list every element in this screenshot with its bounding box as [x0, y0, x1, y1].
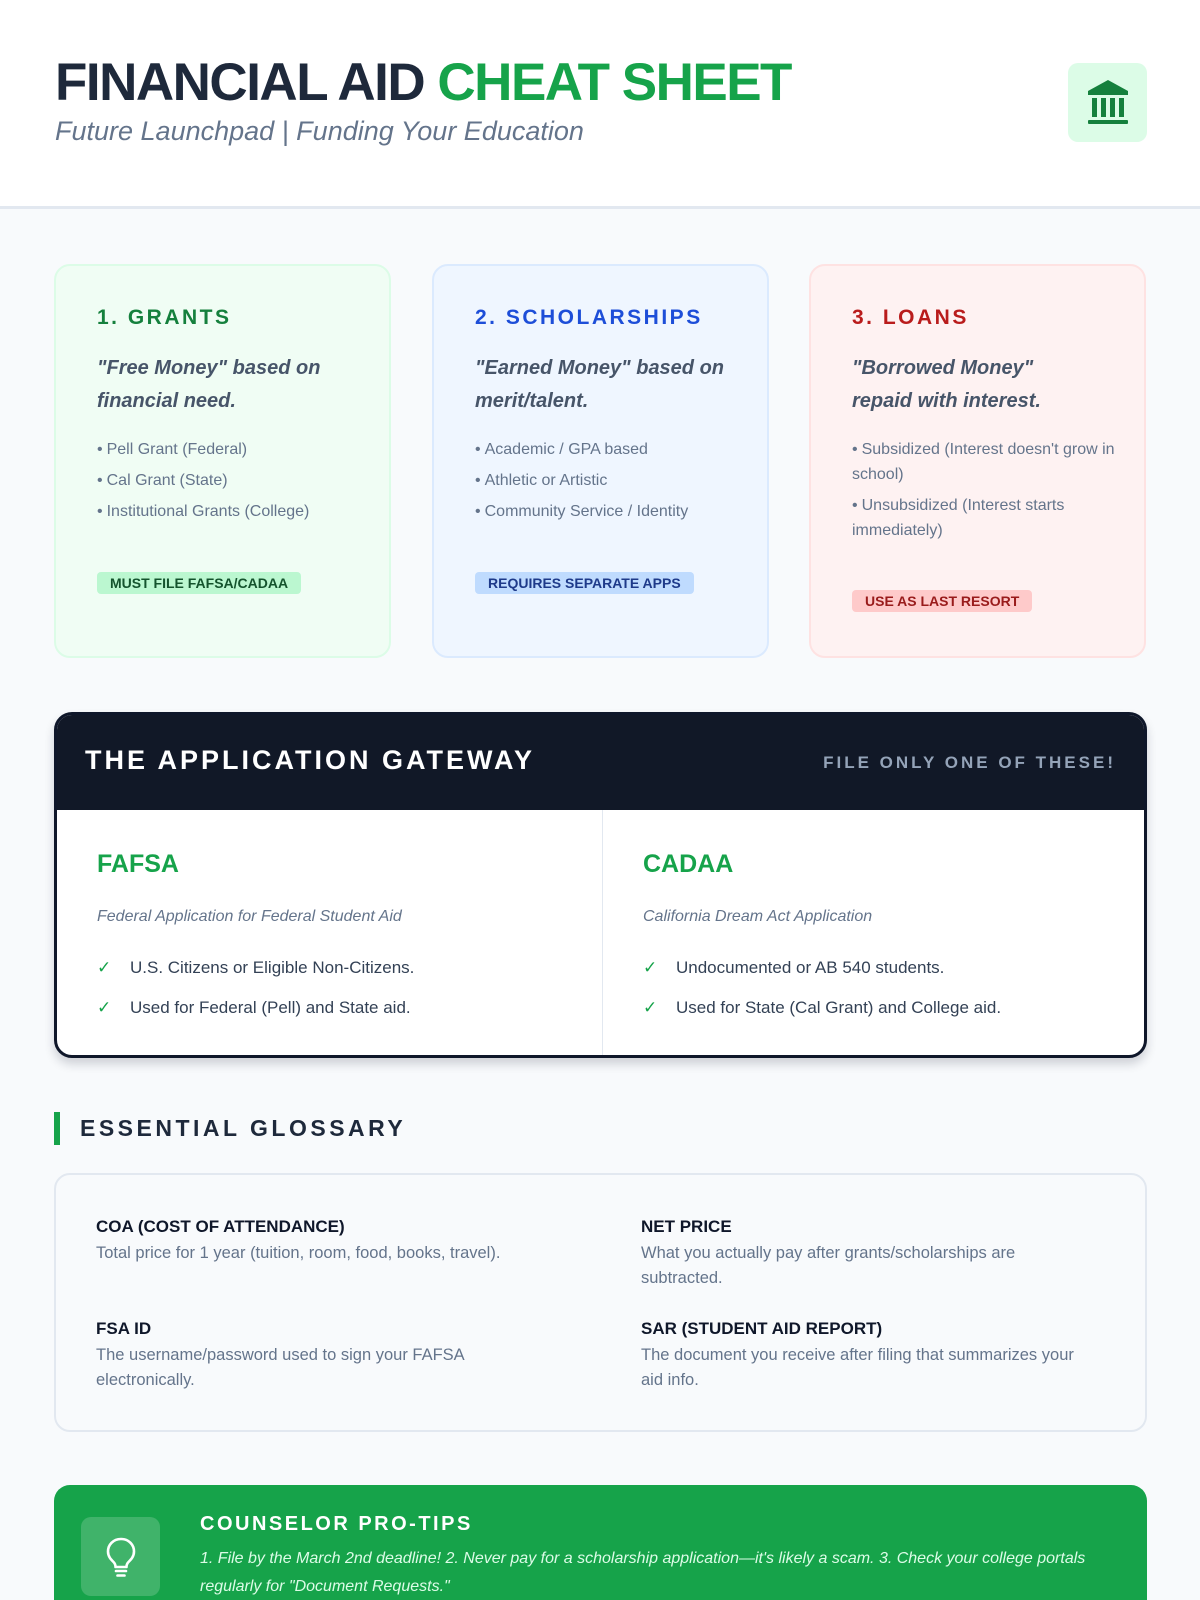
gateway-note: FILE ONLY ONE OF THESE!: [823, 753, 1116, 772]
list-item: ✓ U.S. Citizens or Eligible Non-Citizens.: [97, 958, 415, 977]
app-name: FAFSA: [97, 850, 179, 878]
app-points: [97, 948, 414, 1028]
card-list: [97, 437, 367, 530]
glossary-term: [96, 1217, 546, 1266]
tips-icon-badge: [81, 1517, 160, 1596]
check-icon: ✓: [97, 998, 112, 1017]
term-definition: Total price for 1 year (tuition, room, food, books, travel).: [96, 1244, 501, 1262]
card-list: [475, 437, 745, 530]
app-points: [643, 948, 1001, 1028]
term-name: SAR (STUDENT AID REPORT): [641, 1319, 883, 1338]
card-list: [852, 437, 1122, 549]
app-name: CADAA: [643, 850, 734, 878]
card-title: 2. SCHOLARSHIPS: [475, 306, 703, 329]
term-name: FSA ID: [96, 1319, 152, 1338]
loans-card: [809, 264, 1146, 658]
list-item: • Athletic or Artistic: [475, 472, 608, 489]
section-accent-bar: [54, 1112, 60, 1145]
gateway-title: THE APPLICATION GATEWAY: [85, 745, 536, 775]
pro-tips-panel: [54, 1485, 1147, 1600]
list-item: • Cal Grant (State): [97, 472, 228, 489]
glossary-term: [641, 1319, 1091, 1393]
glossary-panel: [54, 1173, 1147, 1432]
warning-tag: USE AS LAST RESORT: [852, 590, 1032, 612]
app-full-name: California Dream Act Application: [643, 908, 873, 925]
gateway-header: [57, 715, 1144, 810]
check-icon: ✓: [643, 998, 658, 1017]
term-definition: The username/password used to sign your FAFSA electronically.: [96, 1346, 464, 1389]
fafsa-column: [57, 810, 602, 1058]
term-name: NET PRICE: [641, 1217, 732, 1236]
list-item: • Institutional Grants (College): [97, 503, 310, 520]
page-title: [55, 52, 791, 113]
glossary-term: [96, 1319, 546, 1393]
cadaa-column: [603, 810, 1147, 1058]
term-definition: The document you receive after filing that summarizes your aid info.: [641, 1346, 1074, 1389]
card-quote: "Free Money" based on financial need.: [97, 357, 321, 412]
requirement-tag: MUST FILE FAFSA/CADAA: [97, 572, 301, 594]
card-title: 1. GRANTS: [97, 306, 232, 329]
check-icon: ✓: [97, 958, 112, 977]
term-name: COA (COST OF ATTENDANCE): [96, 1217, 345, 1236]
grants-card: [54, 264, 391, 658]
bank-icon: [1085, 78, 1131, 128]
list-item: • Pell Grant (Federal): [97, 441, 248, 458]
lightbulb-icon: [104, 1536, 138, 1578]
list-item: ✓ Used for State (Cal Grant) and College aid.: [643, 998, 1002, 1017]
page-subtitle: Future Launchpad | Funding Your Education: [55, 116, 584, 146]
list-item: • Subsidized (Interest doesn't grow in school): [852, 441, 1115, 483]
glossary-heading: ESSENTIAL GLOSSARY: [80, 1115, 407, 1141]
check-icon: ✓: [643, 958, 658, 977]
list-item: • Community Service / Identity: [475, 503, 689, 520]
list-item: ✓ Used for Federal (Pell) and State aid.: [97, 998, 411, 1017]
requirement-tag: REQUIRES SEPARATE APPS: [475, 572, 694, 594]
title-accent: CHEAT SHEET: [437, 53, 791, 112]
card-quote: "Earned Money" based on merit/talent.: [475, 357, 725, 412]
tips-text: 1. File by the March 2nd deadline! 2. Never pay for a scholarship application—it's likely a scam. 3. Check your college portals regularly for "Document Requests.": [200, 1550, 1086, 1595]
page-header: [0, 0, 1200, 209]
card-quote: "Borrowed Money" repaid with interest.: [852, 357, 1041, 412]
tips-title: COUNSELOR PRO-TIPS: [200, 1513, 473, 1535]
app-full-name: Federal Application for Federal Student Aid: [97, 908, 402, 925]
list-item: • Academic / GPA based: [475, 441, 648, 458]
glossary-term: [641, 1217, 1091, 1291]
term-definition: What you actually pay after grants/scholarships are subtracted.: [641, 1244, 1016, 1287]
bank-badge: [1068, 63, 1147, 142]
list-item: • Unsubsidized (Interest starts immediately): [852, 497, 1065, 539]
card-title: 3. LOANS: [852, 306, 969, 329]
title-main: FINANCIAL AID: [55, 53, 425, 112]
application-gateway: [54, 712, 1147, 1058]
scholarships-card: [432, 264, 769, 658]
list-item: ✓ Undocumented or AB 540 students.: [643, 958, 945, 977]
